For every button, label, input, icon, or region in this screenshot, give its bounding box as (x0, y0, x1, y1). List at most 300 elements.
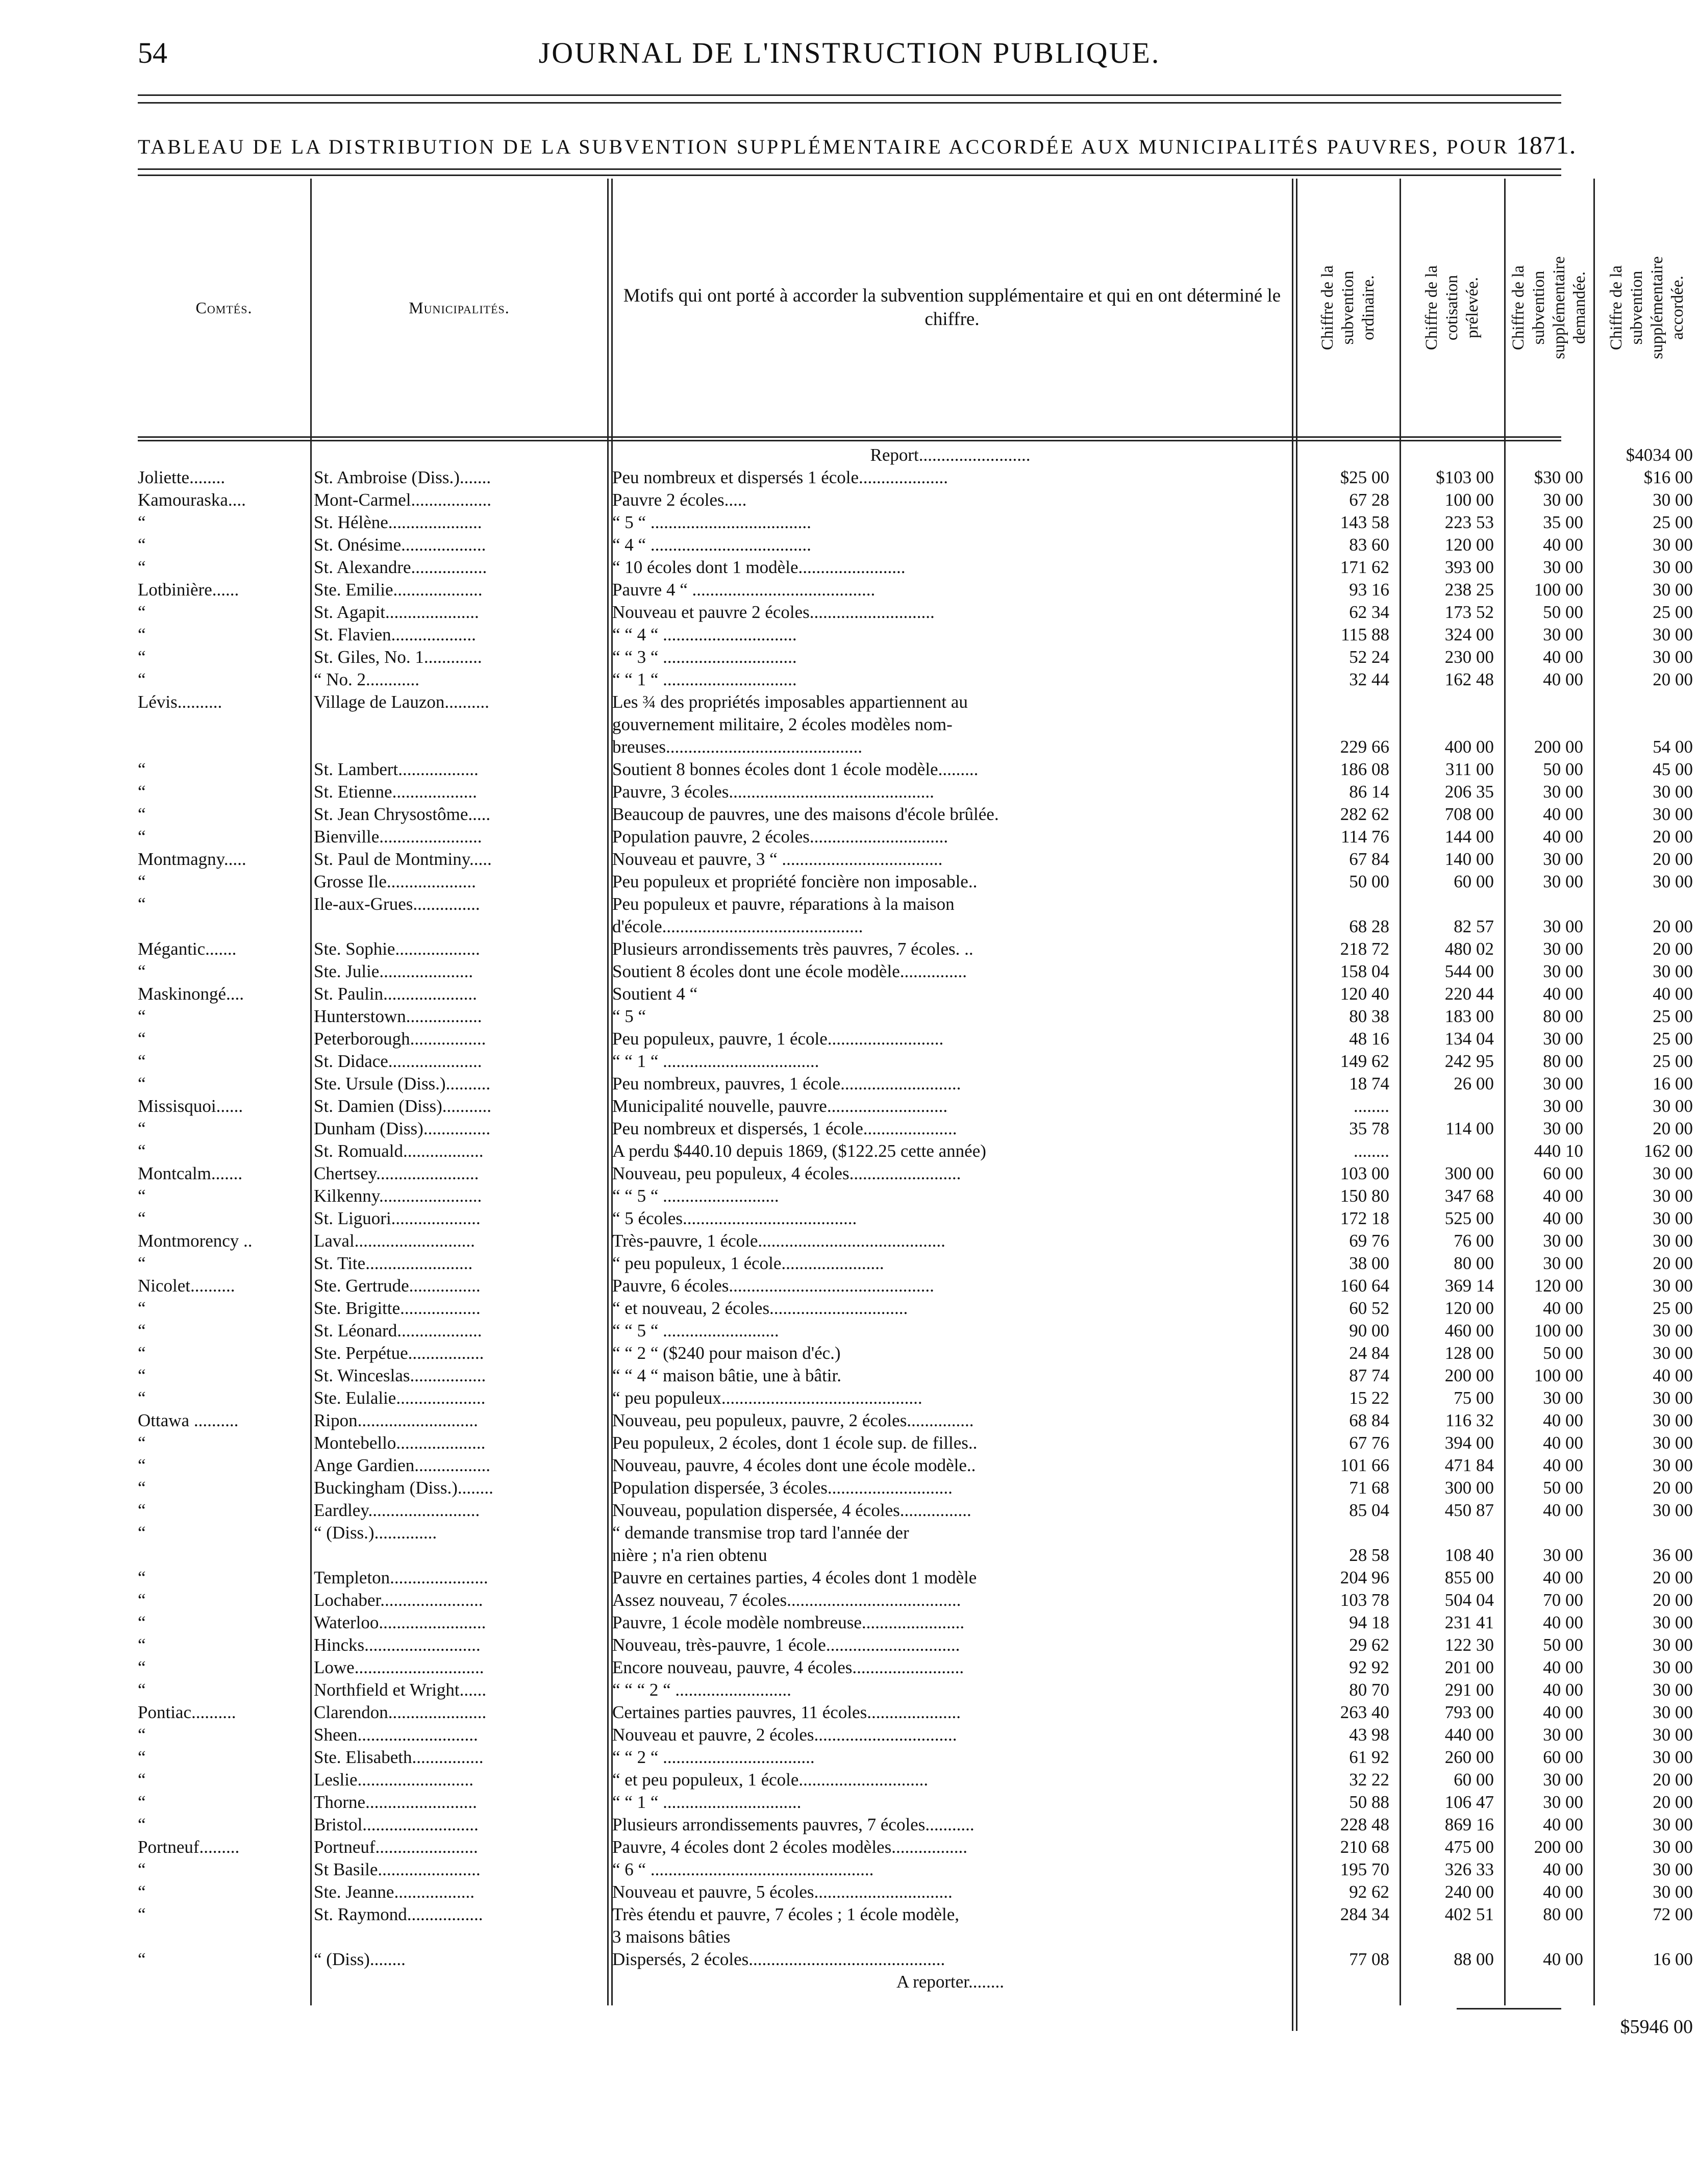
comte-cell: “ (138, 1882, 146, 1902)
demandee-cell: 30 00 (1543, 849, 1583, 869)
ordinaire-cell: 93 16 (1349, 580, 1389, 600)
table-row (138, 1387, 1693, 1409)
cotisation-cell: 120 00 (1444, 1298, 1494, 1318)
comte-cell: “ (138, 1904, 146, 1924)
ordinaire-cell: 69 76 (1349, 1231, 1389, 1251)
comte-cell: “ (138, 782, 146, 802)
table-row (138, 826, 1693, 848)
motif-cell: nière ; n'a rien obtenu (612, 1545, 767, 1565)
motif-cell: Soutient 4 “ (612, 984, 698, 1004)
municipalite-cell: Lowe............................. (314, 1657, 484, 1677)
accordee-cell: 30 00 (1653, 535, 1693, 555)
demandee-cell: 30 00 (1543, 490, 1583, 510)
cotisation-cell: 122 30 (1444, 1635, 1494, 1655)
municipalite-cell: St. Léonard................... (314, 1321, 482, 1341)
ordinaire-cell: 15 22 (1349, 1388, 1389, 1408)
table-row (138, 1791, 1693, 1814)
comte-cell: Joliette........ (138, 467, 226, 487)
municipalite-cell: Chertsey....................... (314, 1163, 479, 1183)
cotisation-cell: 504 04 (1444, 1590, 1494, 1610)
municipalite-cell: St. Paulin..................... (314, 984, 477, 1004)
motif-cell: Nouveau et pauvre, 5 écoles............................... (612, 1882, 953, 1902)
ordinaire-cell: 263 40 (1340, 1702, 1389, 1722)
ordinaire-cell: 90 00 (1349, 1321, 1389, 1341)
table-row (138, 1207, 1693, 1230)
header-rule (138, 94, 1561, 96)
page-number: 54 (138, 36, 167, 69)
table-row (138, 938, 1693, 960)
accordee-cell: $16 00 (1643, 467, 1693, 487)
demandee-cell: 30 00 (1543, 1029, 1583, 1049)
total-accordee: $5946 00 (1620, 2016, 1693, 2038)
cotisation-cell: 450 87 (1444, 1500, 1494, 1520)
ordinaire-cell: 32 44 (1349, 669, 1389, 689)
accordee-cell: 25 00 (1653, 512, 1693, 532)
column-divider (1593, 179, 1595, 2005)
demandee-cell: 30 00 (1543, 939, 1583, 959)
motif-cell: breuses............................................ (612, 737, 862, 757)
municipalite-cell: Dunham (Diss)............... (314, 1119, 491, 1138)
motif-cell: A perdu $440.10 depuis 1869, ($122.25 cette année) (612, 1141, 986, 1161)
ordinaire-cell: 92 92 (1349, 1657, 1389, 1677)
table-row (138, 1522, 1561, 1544)
accordee-cell: 25 00 (1653, 1051, 1693, 1071)
motif-cell: “ 6 “ .................................................. (612, 1859, 874, 1879)
demandee-cell: 30 00 (1543, 916, 1583, 936)
ordinaire-cell: 158 04 (1340, 961, 1389, 981)
ordinaire-cell: 52 24 (1349, 647, 1389, 667)
cotisation-cell: 240 00 (1444, 1882, 1494, 1902)
table-row (138, 511, 1693, 534)
comte-cell: “ (138, 894, 146, 914)
motif-cell: “ et nouveau, 2 écoles............................... (612, 1298, 908, 1318)
table-row (138, 1948, 1693, 1971)
table-row (138, 1544, 1693, 1567)
ordinaire-cell: 61 92 (1349, 1747, 1389, 1767)
ordinaire-cell: 67 28 (1349, 490, 1389, 510)
motif-cell: “ “ “ 2 “ .......................... (612, 1680, 791, 1700)
municipalite-cell: Mont-Carmel.................. (314, 490, 492, 510)
table-row (138, 1656, 1693, 1679)
demandee-cell: 200 00 (1534, 1837, 1583, 1857)
ordinaire-cell: ........ (1354, 1141, 1389, 1161)
accordee-cell: 30 00 (1653, 1882, 1693, 1902)
demandee-cell: $30 00 (1534, 467, 1583, 487)
cotisation-cell: 231 41 (1444, 1612, 1494, 1632)
comte-cell: “ (138, 804, 146, 824)
accordee-cell: 30 00 (1653, 1635, 1693, 1655)
comte-cell: “ (138, 1478, 146, 1498)
table-row (138, 893, 1561, 915)
municipalite-cell: Ste. Gertrude................ (314, 1276, 481, 1296)
table-row (138, 1926, 1561, 1948)
cotisation-cell: 480 02 (1444, 939, 1494, 959)
accordee-cell: 30 00 (1653, 580, 1693, 600)
accordee-cell: 25 00 (1653, 1006, 1693, 1026)
ordinaire-cell: 50 00 (1349, 872, 1389, 891)
motif-cell: Très étendu et pauvre, 7 écoles ; 1 école modèle, (612, 1904, 960, 1924)
motif-cell: Pauvre, 4 écoles dont 2 écoles modèles................. (612, 1837, 967, 1857)
cotisation-cell: 311 00 (1445, 759, 1494, 779)
subvention-table (138, 179, 1693, 2038)
cotisation-cell: 300 00 (1444, 1478, 1494, 1498)
motif-cell: “ “ 1 “ .............................. (612, 669, 797, 689)
municipalite-cell: Templeton...................... (314, 1568, 488, 1587)
table-title-year: 1871. (1516, 131, 1577, 159)
demandee-cell: 40 00 (1543, 1208, 1583, 1228)
accordee-cell: 20 00 (1653, 1253, 1693, 1273)
demandee-cell: 40 00 (1543, 1949, 1583, 1969)
comte-cell: “ (138, 1792, 146, 1812)
cotisation-cell: 475 00 (1444, 1837, 1494, 1857)
table-row (138, 1140, 1693, 1162)
comte-cell: “ (138, 625, 146, 644)
demandee-cell: 80 00 (1543, 1904, 1583, 1924)
table-row (138, 1499, 1693, 1522)
demandee-cell: 70 00 (1543, 1590, 1583, 1610)
demandee-cell: 35 00 (1543, 512, 1583, 532)
municipalite-cell: St. Agapit..................... (314, 602, 479, 622)
ordinaire-cell: 171 62 (1340, 557, 1389, 577)
comte-cell: “ (138, 512, 146, 532)
municipalite-cell: St. Flavien................... (314, 625, 476, 644)
accordee-cell: 30 00 (1653, 1410, 1693, 1430)
demandee-cell: 100 00 (1534, 580, 1583, 600)
ordinaire-cell: 195 70 (1340, 1859, 1389, 1879)
cotisation-cell: 106 47 (1444, 1792, 1494, 1812)
accordee-cell: 30 00 (1653, 1433, 1693, 1453)
motif-cell: Nouveau, très-pauvre, 1 école.............................. (612, 1635, 960, 1655)
ordinaire-cell: 67 84 (1349, 849, 1389, 869)
comte-cell: “ (138, 557, 146, 577)
municipalite-cell: Ste. Brigitte.................. (314, 1298, 481, 1318)
ordinaire-cell: 101 66 (1340, 1455, 1389, 1475)
comte-cell: “ (138, 1725, 146, 1745)
table-row (138, 466, 1693, 489)
ordinaire-cell: 229 66 (1340, 737, 1389, 757)
municipalite-cell: Ste. Elisabeth................ (314, 1747, 484, 1767)
table-row (138, 960, 1693, 983)
table-row (138, 489, 1693, 511)
motif-cell: Nouveau, population dispersée, 4 écoles................ (612, 1500, 971, 1520)
header-bottom-rule (138, 440, 1561, 441)
cotisation-cell: 76 00 (1454, 1231, 1494, 1251)
table-row (138, 1364, 1693, 1387)
demandee-cell: 40 00 (1543, 1612, 1583, 1632)
accordee-cell: 40 00 (1653, 984, 1693, 1004)
journal-title: JOURNAL DE L'INSTRUCTION PUBLIQUE. (538, 36, 1161, 69)
municipalite-cell: Hincks.......................... (314, 1635, 481, 1655)
ordinaire-cell: 120 40 (1340, 984, 1389, 1004)
cotisation-cell: 82 57 (1454, 916, 1494, 936)
comte-cell: Maskinongé.... (138, 984, 244, 1004)
total-row (138, 2016, 1693, 2041)
motif-cell: “ 10 écoles dont 1 modèle........................ (612, 557, 906, 577)
table-row (138, 1746, 1693, 1769)
ordinaire-cell: 85 04 (1349, 1500, 1389, 1520)
motif-cell: “ 5 “ (612, 1006, 646, 1026)
ordinaire-cell: 172 18 (1340, 1208, 1389, 1228)
cotisation-cell: 855 00 (1444, 1568, 1494, 1587)
motif-cell: Certaines parties pauvres, 11 écoles..................... (612, 1702, 961, 1722)
accordee-cell: 20 00 (1653, 1119, 1693, 1138)
comte-cell: “ (138, 669, 146, 689)
title-rule (138, 168, 1561, 170)
accordee-cell: 20 00 (1653, 939, 1693, 959)
accordee-cell: 162 00 (1643, 1141, 1693, 1161)
motif-cell: “ 5 “ .................................... (612, 512, 811, 532)
cotisation-cell: 183 00 (1444, 1006, 1494, 1026)
header-rule (138, 102, 1561, 104)
demandee-cell: 40 00 (1543, 804, 1583, 824)
cotisation-cell: 242 95 (1444, 1051, 1494, 1071)
accordee-cell: 30 00 (1653, 1321, 1693, 1341)
cotisation-cell: 326 33 (1444, 1859, 1494, 1879)
accordee-cell: 20 00 (1653, 827, 1693, 847)
cotisation-cell: 869 16 (1444, 1815, 1494, 1834)
motif-cell: “ “ 4 “ maison bâtie, une à bâtir. (612, 1366, 842, 1385)
header-comtes: Comtés. (195, 298, 253, 317)
table-row (138, 758, 1693, 781)
motif-cell: Beaucoup de pauvres, une des maisons d'école brûlée. (612, 804, 999, 824)
cotisation-cell: 369 14 (1444, 1276, 1494, 1296)
cotisation-cell: 108 40 (1444, 1545, 1494, 1565)
comte-cell: “ (138, 1208, 146, 1228)
accordee-cell: 72 00 (1653, 1904, 1693, 1924)
comte-cell: Ottawa .......... (138, 1410, 239, 1430)
demandee-cell: 80 00 (1543, 1006, 1583, 1026)
demandee-cell: 40 00 (1543, 535, 1583, 555)
comte-cell: Lévis.......... (138, 692, 222, 712)
demandee-cell: 440 10 (1534, 1141, 1583, 1161)
comte-cell: “ (138, 1815, 146, 1834)
ordinaire-cell: 60 52 (1349, 1298, 1389, 1318)
ordinaire-cell: 92 62 (1349, 1882, 1389, 1902)
accordee-cell: 16 00 (1653, 1949, 1693, 1969)
motif-cell: “ 5 écoles....................................... (612, 1208, 857, 1228)
demandee-cell: 50 00 (1543, 1478, 1583, 1498)
motif-cell: Peu nombreux et dispersés 1 école.................... (612, 467, 948, 487)
motif-cell: “ “ 2 “ ($240 pour maison d'éc.) (612, 1343, 841, 1363)
cotisation-cell: 471 84 (1444, 1455, 1494, 1475)
accordee-cell: 20 00 (1653, 916, 1693, 936)
ordinaire-cell: 35 78 (1349, 1119, 1389, 1138)
ordinaire-cell: 210 68 (1340, 1837, 1389, 1857)
cotisation-cell: 100 00 (1444, 490, 1494, 510)
cotisation-cell: 116 32 (1445, 1410, 1494, 1430)
accordee-cell: 30 00 (1653, 961, 1693, 981)
comte-cell: “ (138, 1343, 146, 1363)
comte-cell: “ (138, 872, 146, 891)
motif-cell: Nouveau, peu populeux, pauvre, 2 écoles............... (612, 1410, 974, 1430)
demandee-cell: 30 00 (1543, 1074, 1583, 1094)
ordinaire-cell: 94 18 (1349, 1612, 1389, 1632)
demandee-cell: 40 00 (1543, 669, 1583, 689)
motif-cell: “ peu populeux, 1 école....................... (612, 1253, 884, 1273)
demandee-cell: 30 00 (1543, 1119, 1583, 1138)
comte-cell: “ (138, 1680, 146, 1700)
table-row (138, 1342, 1693, 1364)
header-demandee (1505, 179, 1593, 436)
table-row (138, 713, 1561, 736)
demandee-cell: 40 00 (1543, 1410, 1583, 1430)
ordinaire-cell: 114 76 (1341, 827, 1389, 847)
motif-cell: Nouveau et pauvre, 3 “ .................................... (612, 849, 943, 869)
ordinaire-cell: 48 16 (1349, 1029, 1389, 1049)
table-row (138, 983, 1693, 1005)
municipalite-cell: St. Giles, No. 1............. (314, 647, 482, 667)
municipalite-cell: St. Lambert.................. (314, 759, 479, 779)
municipalite-cell: Eardley......................... (314, 1500, 480, 1520)
cotisation-cell: 402 51 (1444, 1904, 1494, 1924)
cotisation-cell: 144 00 (1444, 827, 1494, 847)
municipalite-cell: St. Winceslas................. (314, 1366, 486, 1385)
comte-cell: “ (138, 1029, 146, 1049)
ordinaire-cell: 38 00 (1349, 1253, 1389, 1273)
table-row (138, 1162, 1693, 1185)
comte-cell: “ (138, 1455, 146, 1475)
comte-cell: “ (138, 1388, 146, 1408)
comte-cell: “ (138, 535, 146, 555)
accordee-cell: 25 00 (1653, 602, 1693, 622)
motif-cell: Assez nouveau, 7 écoles....................................... (612, 1590, 961, 1610)
municipalite-cell: Ste. Sophie................... (314, 939, 480, 959)
motif-cell: 3 maisons bâties (612, 1927, 731, 1947)
comte-cell: “ (138, 1119, 146, 1138)
comte-cell: Missisquoi...... (138, 1096, 243, 1116)
municipalite-cell: Ripon........................... (314, 1410, 478, 1430)
cotisation-cell: 230 00 (1444, 647, 1494, 667)
comte-cell: “ (138, 1298, 146, 1318)
comte-cell: “ (138, 1321, 146, 1341)
accordee-cell: 45 00 (1653, 759, 1693, 779)
ordinaire-cell: 29 62 (1349, 1635, 1389, 1655)
municipalite-cell: Ste. Eulalie.................... (314, 1388, 486, 1408)
motif-cell: Pauvre, 3 écoles.............................................. (612, 782, 934, 802)
accordee-cell: 25 00 (1653, 1029, 1693, 1049)
accordee-cell: 30 00 (1653, 1455, 1693, 1475)
municipalite-cell: Village de Lauzon.......... (314, 692, 489, 712)
table-row (138, 1432, 1693, 1454)
accordee-cell: 30 00 (1653, 1815, 1693, 1834)
municipalite-cell: Ange Gardien................. (314, 1455, 491, 1475)
cotisation-cell: 400 00 (1444, 737, 1494, 757)
cotisation-cell: 206 35 (1444, 782, 1494, 802)
accordee-cell: 20 00 (1653, 1478, 1693, 1498)
demandee-cell: 30 00 (1543, 961, 1583, 981)
municipalite-cell: St. Liguori.................... (314, 1208, 481, 1228)
demandee-cell: 40 00 (1543, 647, 1583, 667)
comte-cell: Kamouraska.... (138, 490, 246, 510)
comte-cell: “ (138, 1590, 146, 1610)
demandee-cell: 40 00 (1543, 1702, 1583, 1722)
table-row (138, 1679, 1693, 1701)
table-row (138, 1028, 1693, 1050)
ordinaire-cell: 28 58 (1349, 1545, 1389, 1565)
motif-cell: Municipalité nouvelle, pauvre........................... (612, 1096, 948, 1116)
municipalite-cell: Clarendon...................... (314, 1702, 487, 1722)
table-row (138, 691, 1561, 713)
municipalite-cell: St. Ambroise (Diss.)....... (314, 467, 491, 487)
cotisation-cell: 114 00 (1445, 1119, 1494, 1138)
demandee-cell: 30 00 (1543, 1388, 1583, 1408)
demandee-cell: 30 00 (1543, 1792, 1583, 1812)
demandee-cell: 40 00 (1543, 984, 1583, 1004)
accordee-cell: 30 00 (1653, 1702, 1693, 1722)
header-ordinaire-text: Chiffre de la subvention ordinaire. (1318, 265, 1378, 350)
cotisation-cell: 26 00 (1454, 1074, 1494, 1094)
accordee-cell: 30 00 (1653, 1276, 1693, 1296)
municipalite-cell: Hunterstown................. (314, 1006, 482, 1026)
accordee-cell: 20 00 (1653, 1568, 1693, 1587)
municipalite-cell: St. Raymond................. (314, 1904, 483, 1924)
municipalite-cell: St. Etienne................... (314, 782, 477, 802)
accordee-cell: 30 00 (1653, 1096, 1693, 1116)
municipalite-cell: St. Onésime................... (314, 535, 486, 555)
table-body (138, 444, 1693, 1993)
motif-cell: Peu populeux et propriété foncière non imposable.. (612, 872, 978, 891)
cotisation-cell: 201 00 (1444, 1657, 1494, 1677)
report-value: $4034 00 (1626, 445, 1693, 465)
comte-cell: Nicolet.......... (138, 1276, 235, 1296)
demandee-cell: 40 00 (1543, 1455, 1583, 1475)
comte-cell: “ (138, 1074, 146, 1094)
accordee-cell: 30 00 (1653, 1657, 1693, 1677)
demandee-cell: 100 00 (1534, 1321, 1583, 1341)
municipalite-cell: Kilkenny....................... (314, 1186, 482, 1206)
motif-cell: Très-pauvre, 1 école.......................................... (612, 1231, 945, 1251)
cotisation-cell: 80 00 (1454, 1253, 1494, 1273)
ordinaire-cell: 149 62 (1340, 1051, 1389, 1071)
comte-cell: “ (138, 647, 146, 667)
municipalite-cell: Ile-aux-Grues............... (314, 894, 480, 914)
motif-cell: Peu nombreux et dispersés, 1 école..................... (612, 1119, 957, 1138)
cotisation-cell: 223 53 (1444, 512, 1494, 532)
municipalite-cell: St. Paul de Montminy..... (314, 849, 492, 869)
ordinaire-cell: $25 00 (1340, 467, 1389, 487)
motif-cell: Dispersés, 2 écoles............................................ (612, 1949, 945, 1969)
table-row (138, 1881, 1693, 1903)
accordee-cell: 30 00 (1653, 1208, 1693, 1228)
ordinaire-cell: 218 72 (1340, 939, 1389, 959)
ordinaire-cell: 71 68 (1349, 1478, 1389, 1498)
motif-cell: Pauvre 2 écoles..... (612, 490, 747, 510)
table-row (138, 1252, 1693, 1275)
motif-cell: “ “ 1 “ ............................... (612, 1792, 802, 1812)
municipalite-cell: Laval........................... (314, 1231, 475, 1251)
ordinaire-cell: 150 80 (1340, 1186, 1389, 1206)
municipalite-cell: Bienville....................... (314, 827, 482, 847)
comte-cell: “ (138, 1433, 146, 1453)
page-header (138, 31, 1561, 77)
table-row (138, 1409, 1693, 1432)
motif-cell: Soutient 8 écoles dont une école modèle............... (612, 961, 967, 981)
accordee-cell: 30 00 (1653, 1680, 1693, 1700)
motif-cell: Population pauvre, 2 écoles............................... (612, 827, 948, 847)
accordee-cell: 30 00 (1653, 647, 1693, 667)
table-row (138, 1050, 1693, 1073)
demandee-cell: 200 00 (1534, 737, 1583, 757)
cotisation-cell: 220 44 (1444, 984, 1494, 1004)
motif-cell: “ “ 5 “ .......................... (612, 1186, 779, 1206)
motif-cell: “ “ 4 “ .............................. (612, 625, 797, 644)
table-row (138, 1567, 1693, 1589)
motif-cell: Peu populeux, 2 écoles, dont 1 école sup. de filles.. (612, 1433, 978, 1453)
comte-cell: “ (138, 1657, 146, 1677)
comte-cell: Mégantic....... (138, 939, 237, 959)
demandee-cell: 30 00 (1543, 1770, 1583, 1790)
motif-cell: “ “ 3 “ .............................. (612, 647, 797, 667)
